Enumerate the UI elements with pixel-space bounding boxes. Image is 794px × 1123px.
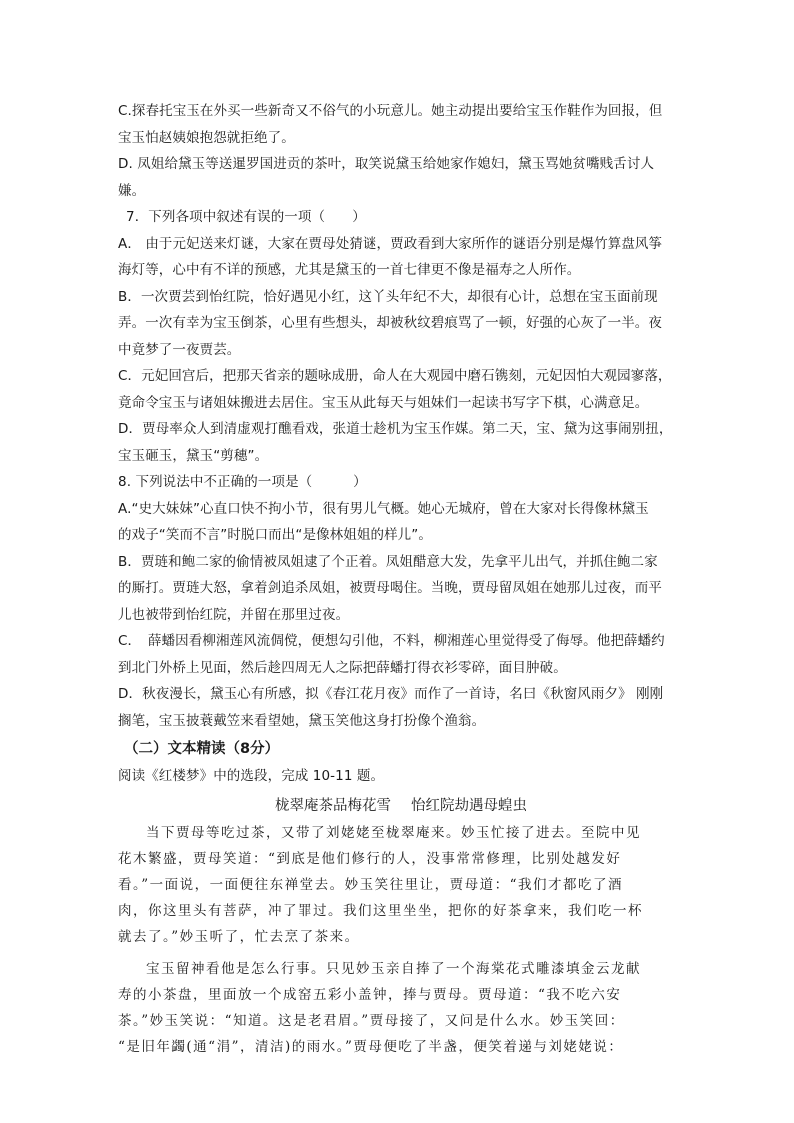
q8-stem: 8. 下列说法中不正确的一项是（ ） (118, 474, 367, 490)
passage-title (118, 793, 684, 820)
passage-line: 当下贾母等吃过茶，又带了刘姥姥至栊翠庵来。妙玉忙接了进去。至院中见 (146, 824, 641, 841)
q7-option-b (118, 284, 684, 364)
q7-stem: 7．下列各项中叙述有误的一项（ ） (126, 209, 366, 225)
text-line: 到北门外桥上见面，然后趁四周无人之际把薛蟠打得衣衫零碎，面目肿破。 (118, 659, 567, 676)
text-line: D．秋夜漫长，黛玉心有所感，拟《春江花月夜》而作了一首诗，名曰《秋窗风雨夕》 刚刚 (118, 686, 664, 702)
text-line: C．元妃回宫后，把那天省亲的题咏成册，命人在大观园中磨石镌刻，元妃因怕大观园寥落， (118, 368, 672, 384)
q6-option-d (118, 151, 684, 204)
q7-option-a (118, 231, 684, 284)
text-line: 嫌。 (118, 182, 146, 199)
text-line: B．贾琏和鲍二家的偷情被凤姐逮了个正着。凤姐醋意大发，先拿平儿出气，并抓住鲍二家 (118, 553, 658, 570)
text-line: D．贾母率众人到清虚观打醮看戏，张道士趁机为宝玉作媒。第二天，宝、黛为这事闹别扭， (118, 421, 673, 437)
passage-line: 肉，你这里头有菩萨，冲了罪过。我们这里坐坐，把你的好茶拿来，我们吃一杯 (118, 902, 643, 919)
passage-paragraph-2 (118, 956, 684, 1060)
text-line: 宝玉怕赵姨娘抱怨就拒绝了。 (118, 129, 295, 146)
text-line: A． 由于元妃送来灯谜，大家在贾母处猜谜，贾政看到大家所作的谜语分别是爆竹算盘风筝 (118, 235, 663, 252)
text-line: 弄。一次有幸为宝玉倒茶，心里有些想头，却被秋纹碧痕骂了一顿，好强的心灰了一半。夜 (118, 315, 662, 331)
text-line: 的厮打。贾琏大怒，拿着剑追杀凤姐，被贾母喝住。当晚，贾母留凤姐在她那儿过夜，而平 (118, 580, 662, 596)
text-line: 搁笔，宝玉披蓑戴笠来看望她，黛玉笑他这身打扮像个渔翁。 (118, 712, 486, 729)
q8-option-b (118, 549, 684, 629)
text-line: C.探春托宝玉在外买一些新奇又不俗气的小玩意儿。她主动提出要给宝玉作鞋作为回报，但 (118, 103, 663, 119)
text-line: 竟命令宝玉与诸姐妹搬进去居住。宝玉从此每天与姐妹们一起读书写字下棋，心满意足。 (118, 394, 649, 411)
passage-line: 茶。”妙玉笑说：“知道。这是老君眉。”贾母接了，又问是什么水。妙玉笑回： (118, 1012, 625, 1029)
section-title: （二）文本精读（8分） (124, 741, 280, 757)
text-line: C． 薛蟠因看柳湘莲风流倜傥，便想勾引他，不料，柳湘莲心里觉得受了侮辱。他把薛蟠约 (118, 633, 665, 649)
q8-option-a (118, 496, 684, 549)
text-line: 中竟梦了一夜贾芸。 (118, 341, 241, 358)
exam-page (118, 98, 684, 1060)
passage-line: 就去了。”妙玉听了，忙去烹了茶来。 (118, 928, 360, 945)
passage-paragraph-1 (118, 820, 684, 950)
text-line: 宝玉砸玉，黛玉“剪穗”。 (118, 447, 269, 464)
q6-option-c (118, 98, 684, 151)
q8-option-c (118, 628, 684, 681)
passage-title-part1: 栊翠庵茶品梅花雪 (275, 797, 391, 814)
section-instruction: 阅读《红楼梦》中的选段，完成 10-11 题。 (118, 768, 385, 784)
text-line: 海灯等，心中有不详的预感，尤其是黛玉的一首七律更不像是福寿之人所作。 (118, 262, 581, 278)
q8-option-d (118, 681, 684, 734)
passage-line: 花木繁盛，贾母笑道：“到底是他们修行的人，没事常常修理，比别处越发好 (118, 850, 622, 867)
passage-line: 寿的小茶盘，里面放一个成窑五彩小盖钟，捧与贾母。贾母道：“我不吃六安 (118, 986, 622, 1003)
q7-option-c (118, 363, 684, 416)
text-line: 的戏子“笑而不言”时脱口而出“是像林姐姐的样儿”。 (118, 527, 432, 543)
text-line: A.“史大妹妹”心直口快不拘小节，很有男儿气概。她心无城府，曾在大家对长得像林黛玉 (118, 500, 649, 517)
text-line: D. 凤姐给黛玉等送暹罗国进贡的茶叶，取笑说黛玉给她家作媳妇，黛玉骂她贫嘴贱舌讨人 (118, 156, 655, 172)
text-line: B．一次贾芸到怡红院，恰好遇见小红，这丫头年纪不大，却很有心计，总想在宝玉面前现 (118, 288, 658, 305)
q7-option-d (118, 416, 684, 469)
passage-line: 宝玉留神看他是怎么行事。只见妙玉亲自捧了一个海棠花式雕漆填金云龙献 (146, 960, 641, 977)
passage-line: “是旧年蠲(通“涓”，清洁)的雨水。”贾母便吃了半盏，便笑着递与刘姥姥说： (118, 1038, 624, 1055)
text-line: 儿也被带到怡红院，并留在那里过夜。 (118, 606, 350, 623)
passage-line: 看。”一面说，一面便往东禅堂去。妙玉笑往里让，贾母道：“我们才都吃了酒 (118, 876, 624, 893)
passage-title-part2: 怡红院劫遇母蝗虫 (411, 797, 527, 814)
